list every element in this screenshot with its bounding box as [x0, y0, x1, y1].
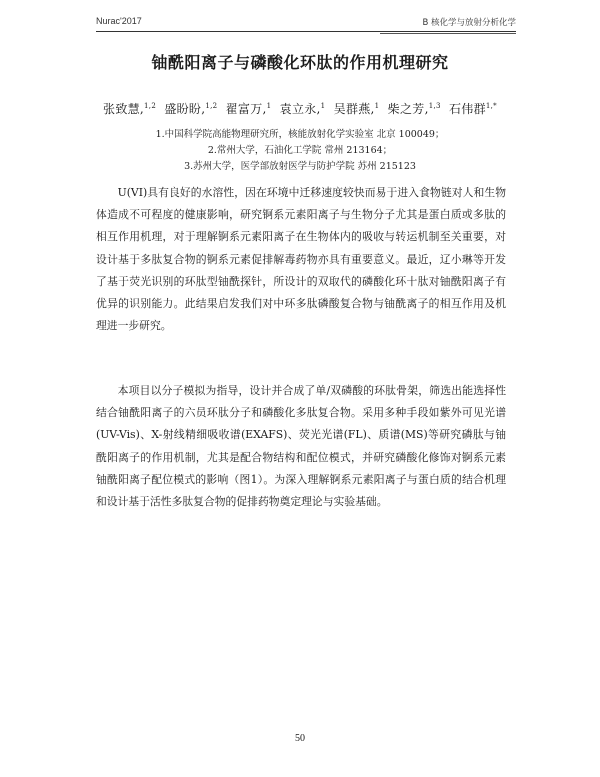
author: 石伟群$^{1,*}$ [448, 102, 497, 116]
author: 翟富万,$^1$ [225, 102, 272, 116]
author-list [0, 100, 600, 117]
conference-name: Nurac'2017 [96, 16, 142, 26]
author: 柴之芳,$^{1,3}$ [387, 102, 441, 116]
affiliation: 1.中国科学院高能物理研究所，核能放射化学实验室 北京 100049； [155, 129, 445, 140]
author: 张致慧,$^{1,2}$ [103, 102, 157, 116]
author: 袁立永,$^1$ [279, 102, 326, 116]
author: 吴群燕,$^1$ [333, 102, 380, 116]
affiliation: 2.常州大学，石油化工学院 常州 213164； [207, 145, 393, 156]
body-paragraph: U(VI)具有良好的水溶性，因在环境中迁移速度较快而易于进入食物链对人和生物体造成不可程度的健康影响，研究锕系元素阳离子与生物分子尤其是蛋白质或多肽的相互作用机理，对于理解锕系元素阳离子在生物体内的吸收与转运机制至关重要，对设计基于多肽复合物的锕系元素促排解毒药物亦具有重要意义。最近，辽小琳等开发了基于荧光识别的环肽型铀酰探针，所设计的双取代的磷酸化环十肽对铀酰阳离子有优异的识别能力。此结果启发我们对中环多肽磷酸复合物与铀酰离子的相互作用及机理进一步研究。 [96, 186, 506, 333]
affiliation: 3.苏州大学，医学部放射医学与防护学院 苏州 215123 [184, 161, 416, 172]
section-name: B 核化学与放射分析化学 [422, 18, 516, 28]
page-number: 50 [295, 733, 305, 744]
author: 盛盼盼,$^{1,2}$ [164, 102, 218, 116]
article-title: 铀酰阳离子与磷酸化环肽的作用机理研究 [151, 53, 449, 72]
running-header [96, 14, 516, 32]
header-rule [96, 31, 516, 32]
header-rule-secondary [380, 33, 516, 34]
body-paragraph: 本项目以分子模拟为指导，设计并合成了单/双磷酸的环肽骨架，筛选出能选择性结合铀酰阳离子的六员环肽分子和磷酸化多肽复合物。采用多种手段如紫外可见光谱(UV-Vis)、X-射线精细吸收谱(EXAFS)、荧光光谱(FL)、质谱(MS)等研究磷肽与铀酰阳离子的作用机制，尤其是配合物结构和配位模式，并研究磷酸化修饰对锕系元素铀酰阳离子配位模式的影响（图1）。为深入理解锕系元素阳离子与蛋白质的结合机理和设计基于活性多肽复合物的促排药物奠定理论与实验基础。 [96, 384, 506, 509]
